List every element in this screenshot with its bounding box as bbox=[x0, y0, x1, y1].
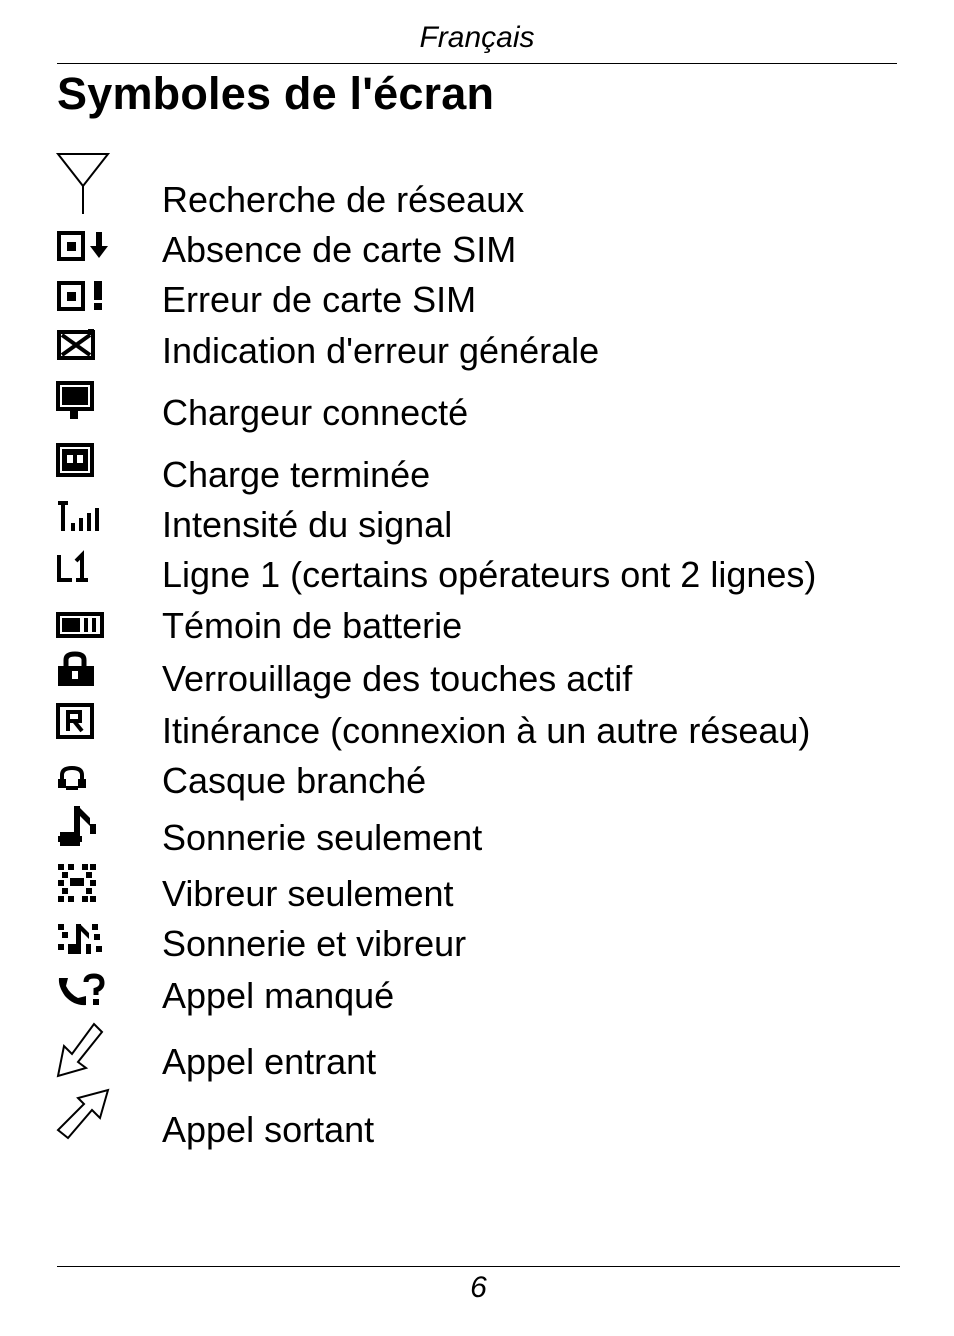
list-item bbox=[0, 816, 954, 866]
list-item-label: Charge terminée bbox=[162, 454, 431, 495]
list-item-label: Erreur de carte SIM bbox=[162, 279, 477, 320]
headset-icon bbox=[56, 765, 116, 793]
list-item bbox=[0, 503, 954, 553]
sim-error-icon bbox=[56, 280, 116, 312]
list-item bbox=[0, 453, 954, 503]
page-title: Symboles de l'écran bbox=[57, 68, 495, 119]
list-item-label: Recherche de réseaux bbox=[162, 179, 525, 220]
list-item-label: Sonnerie et vibreur bbox=[162, 923, 467, 964]
list-item-label: Intensité du signal bbox=[162, 504, 453, 545]
list-item bbox=[0, 759, 954, 809]
antenna-icon bbox=[56, 152, 116, 216]
missed-call-icon bbox=[56, 974, 116, 1010]
list-item-label: Casque branché bbox=[162, 760, 427, 801]
battery-icon bbox=[56, 612, 116, 640]
list-item bbox=[0, 974, 954, 1024]
list-item bbox=[0, 553, 954, 603]
list-item bbox=[0, 657, 954, 707]
general-error-icon bbox=[56, 329, 116, 363]
list-item bbox=[0, 1108, 954, 1158]
sim-absent-icon bbox=[56, 230, 116, 262]
list-item bbox=[0, 709, 954, 759]
vibrate-only-icon bbox=[56, 862, 116, 908]
list-item-label: Appel manqué bbox=[162, 975, 395, 1016]
list-item bbox=[0, 391, 954, 441]
footer-divider bbox=[57, 1266, 900, 1267]
page-header-language: Français bbox=[419, 21, 535, 54]
list-item bbox=[0, 329, 954, 379]
line-1-icon bbox=[56, 553, 116, 585]
charge-complete-icon bbox=[56, 443, 116, 483]
padlock-icon bbox=[56, 651, 116, 689]
list-item bbox=[0, 872, 954, 922]
list-item-label: Ligne 1 (certains opérateurs ont 2 lignes) bbox=[162, 554, 817, 595]
list-item-label: Appel sortant bbox=[162, 1109, 375, 1150]
list-item-label: Sonnerie seulement bbox=[162, 817, 483, 858]
list-item-label: Appel entrant bbox=[162, 1041, 377, 1082]
list-item-label: Itinérance (connexion à un autre réseau) bbox=[162, 710, 811, 751]
ring-and-vibrate-icon bbox=[56, 922, 116, 958]
list-item-label: Absence de carte SIM bbox=[162, 229, 517, 270]
list-item-label: Indication d'erreur générale bbox=[162, 330, 600, 371]
list-item bbox=[0, 1040, 954, 1090]
signal-strength-icon bbox=[56, 501, 116, 535]
list-item bbox=[0, 278, 954, 328]
list-item bbox=[0, 178, 954, 228]
list-item bbox=[0, 922, 954, 972]
ring-only-icon bbox=[56, 804, 116, 852]
list-item-label: Verrouillage des touches actif bbox=[162, 658, 633, 699]
outgoing-call-icon bbox=[56, 1088, 116, 1142]
roaming-icon bbox=[56, 703, 116, 741]
list-item-label: Vibreur seulement bbox=[162, 873, 454, 914]
incoming-call-icon bbox=[56, 1022, 116, 1080]
list-item-label: Témoin de batterie bbox=[162, 605, 463, 646]
page-number: 6 bbox=[470, 1271, 487, 1304]
list-item-label: Chargeur connecté bbox=[162, 392, 469, 433]
charger-connected-icon bbox=[56, 381, 116, 423]
list-item bbox=[0, 604, 954, 654]
list-item bbox=[0, 228, 954, 278]
